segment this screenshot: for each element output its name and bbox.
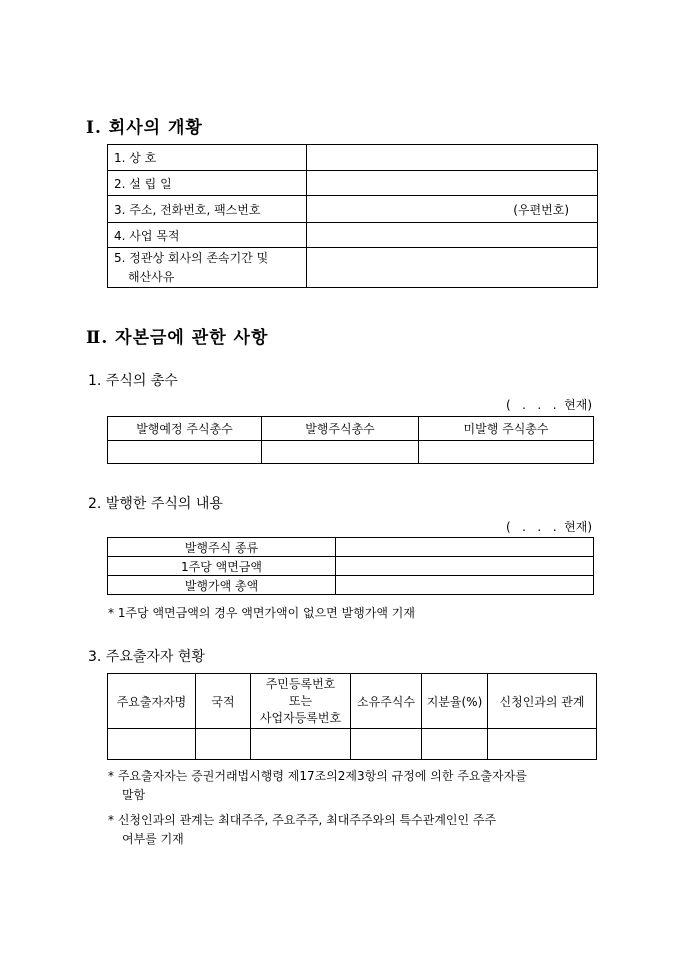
sub3-title: 3. 주요출자자 현황: [88, 649, 205, 665]
table-row: [108, 441, 594, 464]
authorized-shares-field[interactable]: [108, 441, 262, 464]
row-label: [108, 248, 307, 288]
par-value-field[interactable]: [336, 557, 594, 576]
sub3-note1: [108, 767, 608, 805]
row-label-line2: 해산사유: [128, 269, 175, 284]
registration-number-field[interactable]: [251, 729, 351, 760]
header-unissued: 미발행 주식총수: [419, 417, 594, 441]
relation-field[interactable]: [488, 729, 597, 760]
company-name-field[interactable]: [307, 145, 598, 171]
header-authorized: 발행예정 주식총수: [108, 417, 262, 441]
table-row: [108, 538, 594, 557]
sub2-title: 2. 발행한 주식의 내용: [88, 496, 223, 512]
header-relation: 신청인과의 관계: [488, 674, 597, 729]
row-label: 발행주식 종류: [108, 538, 336, 557]
header-reg-line3: 사업자등록번호: [259, 710, 342, 725]
header-reg-line2: 또는: [288, 693, 313, 708]
row-label: 발행가액 총액: [108, 576, 336, 595]
header-investor-name: 주요출자자명: [108, 674, 196, 729]
table-row: [108, 674, 597, 729]
section2-title: Ⅱ. 자본금에 관한 사항: [86, 328, 269, 348]
sub1-asof: ( . . . 현재): [506, 398, 592, 412]
header-registration-number: [251, 674, 351, 729]
shares-owned-field[interactable]: [351, 729, 422, 760]
issued-shares-field[interactable]: [262, 441, 419, 464]
sub3-note2: [108, 811, 608, 849]
company-overview-table: [107, 144, 598, 288]
table-row: [108, 145, 598, 171]
row-label-line1: 5. 정관상 회사의 존속기간 및: [114, 250, 269, 265]
sub1-title: 1. 주식의 총수: [88, 373, 178, 389]
row-label: 3. 주소, 전화번호, 팩스번호: [108, 196, 307, 223]
header-shares-owned: 소유주식수: [351, 674, 422, 729]
note1-line2: 말함: [122, 788, 146, 802]
issued-shares-table: [107, 537, 594, 595]
table-row: [108, 729, 597, 760]
major-investors-table: [107, 673, 597, 760]
table-row: [108, 557, 594, 576]
table-row: [108, 248, 598, 288]
note2-line1: * 신청인과의 관계는 최대주주, 주요주주, 최대주주와의 특수관계인인 주주: [108, 813, 497, 827]
table-row: [108, 196, 598, 223]
investor-name-field[interactable]: [108, 729, 196, 760]
unissued-shares-field[interactable]: [419, 441, 594, 464]
address-field[interactable]: [307, 196, 598, 223]
table-row: [108, 171, 598, 196]
share-type-field[interactable]: [336, 538, 594, 557]
establishment-date-field[interactable]: [307, 171, 598, 196]
postal-code-label: (우편번호): [513, 202, 569, 217]
row-label: 2. 설 립 일: [108, 171, 307, 196]
header-reg-line1: 주민등록번호: [265, 676, 336, 691]
header-ownership-ratio: 지분율(%): [422, 674, 488, 729]
section1-title: Ⅰ. 회사의 개황: [86, 118, 203, 138]
duration-field[interactable]: [307, 248, 598, 288]
business-purpose-field[interactable]: [307, 223, 598, 248]
header-nationality: 국적: [196, 674, 251, 729]
total-shares-table: [107, 416, 594, 464]
table-row: [108, 223, 598, 248]
total-issue-price-field[interactable]: [336, 576, 594, 595]
note1-line1: * 주요출자자는 증권거래법시행령 제17조의2제3항의 규정에 의한 주요출자자를: [108, 769, 527, 783]
table-row: [108, 576, 594, 595]
row-label: 4. 사업 목적: [108, 223, 307, 248]
sub2-asof: ( . . . 현재): [506, 520, 592, 534]
ownership-ratio-field[interactable]: [422, 729, 488, 760]
row-label: 1주당 액면금액: [108, 557, 336, 576]
sub2-note: * 1주당 액면금액의 경우 액면가액이 없으면 발행가액 기재: [108, 606, 415, 620]
row-label: 1. 상 호: [108, 145, 307, 171]
table-row: [108, 417, 594, 441]
header-issued: 발행주식총수: [262, 417, 419, 441]
nationality-field[interactable]: [196, 729, 251, 760]
note2-line2: 여부를 기재: [122, 832, 184, 846]
